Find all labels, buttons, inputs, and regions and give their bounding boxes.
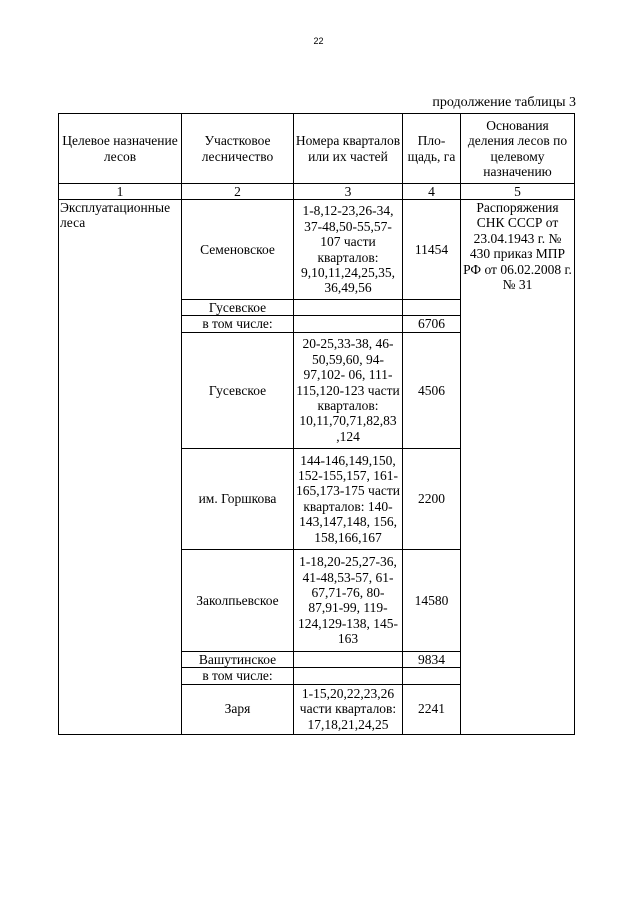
quarters-cell <box>294 651 403 667</box>
area-cell: 2241 <box>403 684 461 734</box>
including-label: в том числе: <box>182 316 294 332</box>
forestry-name: Семеновское <box>182 200 294 300</box>
header-area: Пло-щадь, га <box>403 114 461 184</box>
forestry-name: Заря <box>182 684 294 734</box>
column-number: 2 <box>182 184 294 200</box>
quarters-cell: 1-15,20,22,23,26 части кварталов: 17,18,21,24,25 <box>294 684 403 734</box>
column-number: 1 <box>59 184 182 200</box>
column-number-row <box>59 184 575 200</box>
quarters-cell: 144-146,149,150, 152-155,157, 161-165,173-175 части кварталов: 140-143,147,148, 156, 158,166,167 <box>294 448 403 549</box>
area-cell: 2200 <box>403 448 461 549</box>
area-cell: 6706 <box>403 316 461 332</box>
header-quarters: Номера кварталов или их частей <box>294 114 403 184</box>
quarters-cell <box>294 316 403 332</box>
quarters-cell: 1-18,20-25,27-36, 41-48,53-57, 61-67,71-76, 80-87,91-99, 119-124,129-138, 145-163 <box>294 549 403 651</box>
area-cell <box>403 300 461 316</box>
quarters-cell: 20-25,33-38, 46-50,59,60, 94-97,102- 06, 111-115,120-123 части кварталов: 10,11,70,71,82,83 ,124 <box>294 332 403 448</box>
page-number: 22 <box>313 36 324 46</box>
area-cell: 14580 <box>403 549 461 651</box>
header-basis: Основания деления лесов по целевому назначению <box>461 114 575 184</box>
area-cell: 9834 <box>403 651 461 667</box>
area-cell: 4506 <box>403 332 461 448</box>
table-continuation-label: продолжение таблицы 3 <box>432 95 576 110</box>
forestry-name: Вашутинское <box>182 651 294 667</box>
area-cell <box>403 668 461 684</box>
column-number: 3 <box>294 184 403 200</box>
header-forestry-district: Участковое лесничество <box>182 114 294 184</box>
including-label: в том числе: <box>182 668 294 684</box>
forestry-name: им. Горшкова <box>182 448 294 549</box>
header-row <box>59 114 575 184</box>
area-cell: 11454 <box>403 200 461 300</box>
forest-purpose-table <box>58 113 575 735</box>
table-row <box>59 200 575 300</box>
purpose-cell: Эксплуатационные леса <box>59 200 182 735</box>
forestry-name: Гусевское <box>182 300 294 316</box>
header-purpose: Целевое назначение лесов <box>59 114 182 184</box>
column-number: 5 <box>461 184 575 200</box>
column-number: 4 <box>403 184 461 200</box>
forestry-name: Заколпьевское <box>182 549 294 651</box>
quarters-cell <box>294 300 403 316</box>
quarters-cell <box>294 668 403 684</box>
forestry-name: Гусевское <box>182 332 294 448</box>
quarters-cell: 1-8,12-23,26-34, 37-48,50-55,57-107 части кварталов: 9,10,11,24,25,35, 36,49,56 <box>294 200 403 300</box>
basis-cell: Распоряжения СНК СССР от 23.04.1943 г. № 430 приказ МПР РФ от 06.02.2008 г. № 31 <box>461 200 575 735</box>
